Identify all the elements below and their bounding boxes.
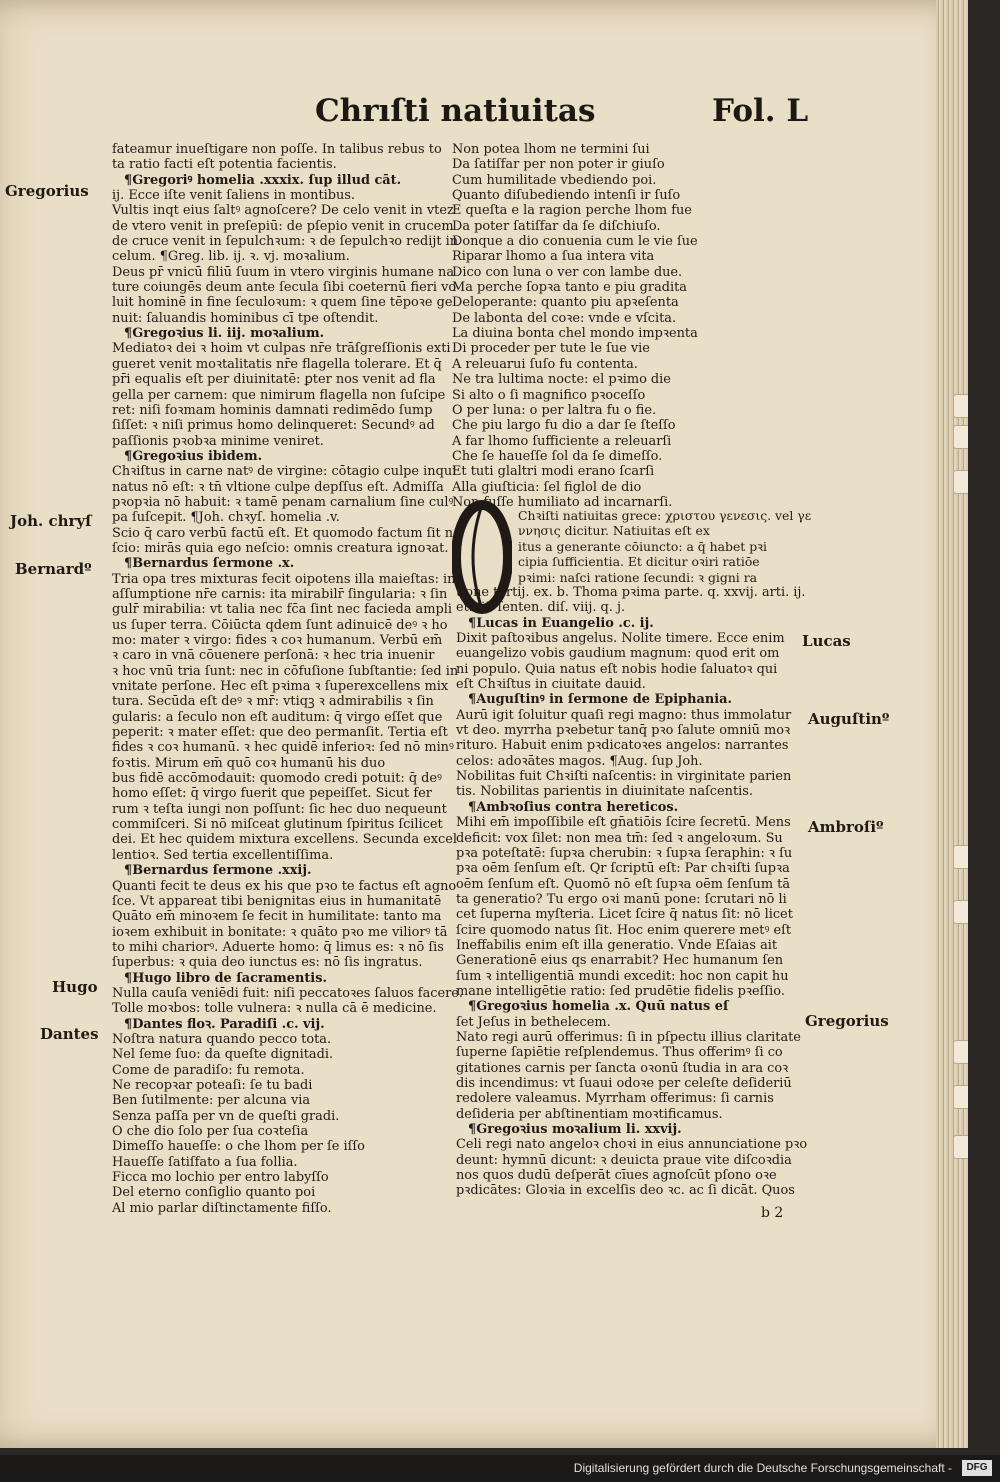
text-line: foꝛtis. Mirum em̄ quō coꝛ humanū his duo <box>112 755 386 771</box>
text-line: mane intelligētie ratio: ſed prudētie fidelis pꝛeſſio. <box>456 983 785 999</box>
text-line: Si alto o ſi magnifico pꝛoceſſo <box>452 387 646 403</box>
text-line: ſcire quomodo natus ſit. Hoc enim querere metꝰ eſt <box>456 922 792 938</box>
text-line: pa ſuſcepit. ¶Joh. chꝛyſ. homelia .v. <box>112 510 340 526</box>
text-line: Nulla cauſa veniēdi fuit: niſi peccatoꝛes ſaluos facere. <box>112 985 463 1001</box>
text-line: Mihi em̄ impoſſibile eſt gn̄atiōis ſcire ſecretū. Mens <box>456 815 791 831</box>
margin-note-gregorius-2: Gregorius <box>805 1012 889 1030</box>
text-line: gueret venit moꝛtalitatis nr̄e flagella tolerare. Et q̄ <box>112 356 442 372</box>
text-line: Deloperante: quanto piu apꝛeſenta <box>452 295 679 311</box>
text-line: peperit: ꝛ mater eſſet: que deo permanſit. Tertia eſt <box>112 725 448 741</box>
margin-note-ambrosius: Ambroſiº <box>808 818 884 836</box>
text-line: mo: mater ꝛ virgo: fides ꝛ coꝛ humanum. Verbū em̄ <box>112 633 443 648</box>
text-line: Nobilitas fuit Chꝛiſti naſcentis: in virginitate parien <box>456 769 792 785</box>
text-line: Non fuſſe humiliato ad incarnarſi. <box>452 494 673 510</box>
text-line: tura. Secūda eſt deꝰ ꝛ mr̄: vtiqꝫ ꝛ admirabilis ꝛ ſin <box>112 694 434 710</box>
text-line: deunt: hymnū dicunt: ꝛ deuicta praue vite diſcoꝛdia <box>456 1152 792 1168</box>
page-tab <box>953 470 968 494</box>
text-line: de cruce venit in ſepulchꝛum: ꝛ de ſepulchꝛo redijt in <box>112 234 459 250</box>
text-line: deſideria per abſtinentiam moꝛtificamus. <box>456 1106 723 1122</box>
text-line: Aurū igit ſoluitur quaſi regi magno: thus immolatur <box>456 707 792 723</box>
text-line: ¶Lucas in Euangelio .c. ij. <box>468 615 654 631</box>
text-line: Riparar lhomo a ſua intera vita <box>452 249 655 265</box>
text-line: gitationes carnis per ſancta oꝛonū ſtudia in ara coꝛ <box>456 1060 789 1076</box>
text-line: Nato regi aurū offerimus: ſi in pſpectu illius claritate <box>456 1029 801 1045</box>
text-line: De labonta del coꝛe: vnde e vſcita. <box>452 310 677 326</box>
text-line: ¶Dantes floꝛ. Paradiſi .c. vij. <box>124 1016 325 1032</box>
text-line: bus fidē accōmodauit: quomodo credi potuit: q̄ deꝰ <box>112 771 442 787</box>
text-line: Alla giuſticia: ſel figlol de dio <box>452 479 642 495</box>
text-line: O che dio ſolo per ſua coꝛteſia <box>112 1124 309 1139</box>
text-line: ſuperbus: ꝛ quia deo iunctus es: nō ſis ingratus. <box>112 955 423 971</box>
text-line: Nel ſeme ſuo: da queſte dignitadi. <box>112 1047 334 1063</box>
running-title: Chrıſti natiuitas <box>315 93 596 129</box>
text-line: ſet Jeſus in bethelecem. <box>456 1014 611 1030</box>
text-line: Dico con luna o ver con lambe due. <box>452 264 683 280</box>
text-line: pꝛdicātes: Gloꝛia in excelſis deo ꝛc. ac ſi dicāt. Quos <box>456 1183 795 1199</box>
text-line: Chꝛiſtus in carne natꝰ de virgine: cōtagio culpe inqui <box>112 464 457 480</box>
footer-bar <box>0 1455 1000 1482</box>
text-line: Cum humilitade vbediendo poi. <box>452 172 657 188</box>
text-line: deficit: vox ſilet: non mea tm̄: ſed ꝛ angeloꝛum. Su <box>456 830 783 846</box>
text-line: Al mio parlar diſtinctamente fiſſo. <box>112 1200 332 1216</box>
text-line: Quanti fecit te deus ex his que pꝛo te factus eſt agno <box>112 878 457 894</box>
page-tab <box>953 900 968 924</box>
text-line: aſſumptione nr̄e carnis: ita mirabilr̄ ſingularia: ꝛ ſin <box>112 586 448 602</box>
text-line: ¶Hugo libro de ſacramentis. <box>124 970 327 986</box>
text-line: rituro. Habuit enim pꝛdicatoꝛes angelos: narrantes <box>456 738 789 754</box>
text-line: Scio q̄ caro verbū factū eſt. Et quomodo factum ſit ne <box>112 525 461 541</box>
margin-note-joh-chrys: Joh. chryſ <box>10 512 92 530</box>
text-line: fateamur inueſtigare non poſſe. In talibus rebus to <box>112 142 442 157</box>
text-line: eſt Chꝛiſtus in ciuitate dauid. <box>456 677 646 693</box>
text-line: pꝛimi: naſci ratione ſecundi: ꝛ gigni ra <box>518 569 758 585</box>
text-line: ioꝛem exhibuit in bonitate: ꝛ quāto pꝛo me viliorꝰ tā <box>112 924 448 940</box>
text-line: Da poter ſatiſfar da ſe diſchiuſo. <box>452 218 661 234</box>
text-line: Haueſſe ſatiſfato a ſua follia. <box>112 1154 298 1170</box>
text-line: ſcio: mirās quia ego neſcio: omnis creatura ignoꝛat. <box>112 540 449 556</box>
text-line: euangelizo vobis gaudium magnum: quod erit om <box>456 646 780 662</box>
page-tab <box>953 394 968 418</box>
text-line: homo eſſet: q̄ virgo fuerit que pepeiſſet. Sicut fer <box>112 786 432 802</box>
text-line: Quanto diſubediendo intenſi ir ſuſo <box>452 188 681 204</box>
text-line: Celi regi nato angeloꝛ choꝛi in eius annunciatione pꝛo <box>456 1137 808 1153</box>
page-tab <box>953 1135 968 1159</box>
text-line: E queſta e la ragion perche lhom fue <box>452 203 692 219</box>
text-line: ꝛ hoc vnū tria ſunt: nec in cōfuſione ſubſtantie: ſed in <box>112 663 459 679</box>
text-line: Et tuti glaltri modi erano ſcarſi <box>452 464 655 480</box>
text-line: Di proceder per tute le ſue vie <box>452 341 650 357</box>
text-line: pꝛa oēm ſenſum eſt. Qr ſcriptū eſt: Par chꝛiſti ſupꝛa <box>456 861 790 877</box>
text-line: ſum ꝛ intelligentiā mundi excedit: hoc non capit hu <box>456 968 789 984</box>
text-line: nos quos dudū deſperāt cīues agnoſcūt pſono oꝛe <box>456 1168 777 1184</box>
text-line: luit hominē in fine ſeculoꝛum: ꝛ quem ſine tēpoꝛe ge <box>112 295 453 311</box>
text-line: et. iij. ſenten. diſ. viij. q. j. <box>456 600 626 616</box>
right-column-verse <box>452 142 698 510</box>
text-line: vnitate perſone. Hec eſt pꝛima ꝛ ſuperexcellens mix <box>112 679 449 695</box>
text-line: lentioꝛ. Sed tertia excellentiſſima. <box>112 847 334 863</box>
page-tab <box>953 845 968 869</box>
text-line: itus a generante cōiuncto: a q̄ habet pꝛi <box>518 538 767 554</box>
page-tab <box>953 1085 968 1109</box>
text-line: A far lhomo ſufficiente a releuarſi <box>452 433 672 449</box>
text-line: Ben ſutilmente: per alcuna via <box>112 1093 311 1109</box>
text-line: cipia ſufficientia. Et dicitur oꝛiri ratiōe <box>518 554 760 570</box>
text-line: ſuperne ſapiētie reſplendemus. Thus offerimꝰ ſi co <box>456 1045 783 1061</box>
text-line: us ſuper terra. Cōiūcta qdem ſunt adinuicē deꝰ ꝛ ho <box>112 617 448 633</box>
text-line: ij. Ecce iſte venit ſaliens in montibus. <box>112 188 356 204</box>
text-line: ¶Bernardus ſermone .xxij. <box>124 863 312 879</box>
text-line: ta ratio facti eſt potentia facientis. <box>112 157 337 173</box>
text-line: Da ſatiſfar per non poter ir giuſo <box>452 157 665 173</box>
text-line: Mediatoꝛ dei ꝛ hoim vt culpas nr̄e trāſgreſſionis exti <box>112 341 451 357</box>
text-line: A releuarui ſuſo fu contenta. <box>452 356 638 372</box>
text-line: Che ſe haueſſe ſol da ſe dimeſſo. <box>452 448 663 464</box>
text-line: paſſionis pꝛobꝛa minime veniret. <box>112 433 324 449</box>
footer-credit: Digitalisierung gefördert durch die Deutsche Forschungsgemeinschaft - <box>573 1461 952 1475</box>
text-line: ret: niſi foꝛmam hominis damnati redimēdo ſump <box>112 402 433 418</box>
text-line: ¶Gregoꝛius li. iij. moꝛalium. <box>124 326 325 342</box>
text-line: Dimeſſo haueſſe: o che lhom per ſe iſſo <box>112 1139 365 1155</box>
margin-note-augustinus: Auguſtinº <box>808 710 890 728</box>
text-line: fides ꝛ coꝛ humanū. ꝛ hec quidē inferioꝛ: ſed nō minꝰ <box>112 740 454 756</box>
text-line: celum. ¶Greg. lib. ij. ꝛ. vj. moꝛalium. <box>112 249 350 265</box>
text-line: ¶Ambꝛoſius contra hereticos. <box>468 799 679 815</box>
text-line: rum ꝛ teſta iungi non poſſunt: ſic hec duo nequeunt <box>112 801 447 817</box>
margin-note-bernardus: Bernardº <box>15 560 92 578</box>
margin-note-hugo: Hugo <box>52 978 98 996</box>
text-line: Donque a dio conuenia cum le vie ſue <box>452 234 698 250</box>
page-tab <box>953 425 968 449</box>
text-line: celos: adoꝛātes magos. ¶Aug. ſup Joh. <box>456 753 703 769</box>
text-line: gularis: a ſeculo non eſt auditum: q̄ virgo eſſet que <box>112 709 443 725</box>
text-line: de vtero venit in preſepiū: de pſepio venit in crucem <box>112 218 454 234</box>
text-line: Vultis inqt eius ſaltꝰ agnoſcere? De celo venit in vtez <box>112 203 454 219</box>
text-line: Non potea lhom ne termini ſui <box>452 142 650 157</box>
text-line: La diuina bonta chel mondo impꝛenta <box>452 326 698 342</box>
text-line: tis. Nobilitas parientis in diuinitate naſcentis. <box>456 784 753 800</box>
text-line: commiſceri. Si nō miſceat glutinum ſpiritus ſcilicet <box>112 817 443 833</box>
text-line: Del eterno conſiglio quanto poi <box>112 1185 316 1201</box>
text-line: Ne tra lultima nocte: el pꝛimo die <box>452 372 671 388</box>
text-line: natus nō eſt: ꝛ tn̄ vltione culpe depſſus eſt. Admiſſa <box>112 479 444 495</box>
text-line: to mihi chariorꝰ. Aduerte homo: q̄ limus es: ꝛ nō ſis <box>112 939 444 955</box>
text-line: oēm ſenſum eſt. Quomō nō eſt ſupꝛa oēm ſenſum tā <box>456 876 791 892</box>
signature-mark: b 2 <box>761 1205 784 1221</box>
left-column <box>112 142 463 1216</box>
text-line: ¶Gregoꝛius homelia .x. Quū natus eſ <box>468 999 729 1015</box>
page-edge <box>936 0 968 1448</box>
text-line: Tolle moꝛbos: tolle vulnera: ꝛ nulla cā ē medicine. <box>112 1001 437 1017</box>
text-line: Chꝛiſti natiuitas grece: χριστου γενεσις. vel γε <box>518 508 812 523</box>
margin-note-dantes: Dantes <box>40 1025 99 1043</box>
text-line: vt deo. myrrha pꝛebetur tanq̄ pꝛo ſalute omniū moꝛ <box>456 723 791 739</box>
margin-note-lucas: Lucas <box>802 632 851 650</box>
text-line: ꝛ caro in vnā cōuenere perſonā: ꝛ hec tria inuenir <box>112 648 435 664</box>
text-line: tione tertij. ex. b. Thoma pꝛima parte. q. xxvij. arti. ij. <box>456 585 806 600</box>
text-line: ννησις dicitur. Natiuitas eſt ex <box>518 523 710 539</box>
text-line: Dixit paſtoꝛibus angelus. Nolite timere. Ecce enim <box>456 631 785 647</box>
text-line: dei. Et hec quidem mixtura excellens. Secunda excel <box>112 832 457 848</box>
text-line: ta generatio? Tu ergo oꝛi manū pone: ſcrutari nō li <box>456 891 787 907</box>
text-line: gulr̄ mirabilia: vt talia nec fc̄a ſint nec facieda ampli <box>112 602 452 618</box>
text-line: gella per carnem: que nimirum flagella non ſuſcipe <box>112 387 446 403</box>
text-line: Ma perche ſopꝛa tanto e piu gradita <box>452 280 687 296</box>
text-line: Quāto em̄ minoꝛem ſe fecit in humilitate: tanto ma <box>112 909 442 925</box>
dfg-logo-icon: DFG <box>962 1460 992 1476</box>
text-line: ni populo. Quia natus eſt nobis hodie ſaluatoꝛ qui <box>456 661 778 677</box>
text-line: ¶Gregoꝛius ibidem. <box>124 448 263 464</box>
text-line: ture coiungēs deum ante ſecula ſibi coeternū fieri vo <box>112 280 457 296</box>
text-line: ſiſſet: ꝛ niſi primus homo delinqueret: Secundꝰ ad <box>112 418 435 434</box>
text-line: dis incendimus: vt ſuaui odoꝛe per celeſte deſideriū <box>456 1076 792 1091</box>
text-line: Deus pr̄ vnicū filiū ſuum in vtero virginis humane na <box>112 264 454 280</box>
text-line: O per luna: o per laltra fu o fie. <box>452 402 657 418</box>
text-line: Ficca mo lochio per entro labyſſo <box>112 1170 329 1186</box>
text-line: Tria opa tres mixturas fecit oipotens illa maieſtas: in <box>112 571 456 587</box>
text-line: pr̄i equalis eſt per diuinitatē: ꝑter nos venit ad fla <box>112 372 436 388</box>
folio-number: Fol. L <box>712 93 809 129</box>
text-line: pꝛopꝛia nō habuit: ꝛ tamē penam carnalium ſine culꝰ <box>112 494 454 510</box>
text-line: Come de paradiſo: fu remota. <box>112 1062 305 1078</box>
text-line: Che piu largo fu dio a dar ſe ſteſſo <box>452 418 676 434</box>
margin-note-gregorius: Gregorius <box>5 182 89 200</box>
text-line: pꝛa poteſtatē: ſupꝛa cherubin: ꝛ ſupꝛa ſeraphin: ꝛ ſu <box>456 845 793 861</box>
text-line: Ineffabilis enim eſt illa generatio. Vnde Eſaias ait <box>456 937 778 953</box>
text-line: Generationē eius qs enarrabit? Hec humanum ſen <box>456 953 784 969</box>
initial-paragraph <box>518 508 811 585</box>
text-line: ¶Gregoriꝰ homelia .xxxix. ſup illud cāt. <box>124 172 402 188</box>
text-line: Ne recopꝛar poteaſi: ſe tu badi <box>112 1077 313 1093</box>
text-line: redolere valeamus. Myrrham offerimus: ſi carnis <box>456 1091 774 1107</box>
text-line: ¶Bernardus ſermone .x. <box>124 556 295 572</box>
text-line: nuit: ſaluandis hominibus cī tpe oſtendit. <box>112 310 379 326</box>
text-line: cet ſuperna myſteria. Licet ſcire q̄ natus ſit: nō licet <box>456 907 793 923</box>
text-line: Senza paſſa per vn de queſti gradi. <box>112 1108 340 1124</box>
text-line: ¶Gregoꝛius moꝛalium li. xxvij. <box>468 1122 682 1138</box>
text-line: ſce. Vt appareat tibi benignitas eius in humanitatē <box>112 893 442 909</box>
page-tab <box>953 1040 968 1064</box>
text-line: ¶Auguſtinꝰ in ſermone de Epiphania. <box>468 692 733 708</box>
text-line: Noſtra natura quando pecco tota. <box>112 1031 332 1047</box>
right-column-prose <box>456 585 807 1199</box>
